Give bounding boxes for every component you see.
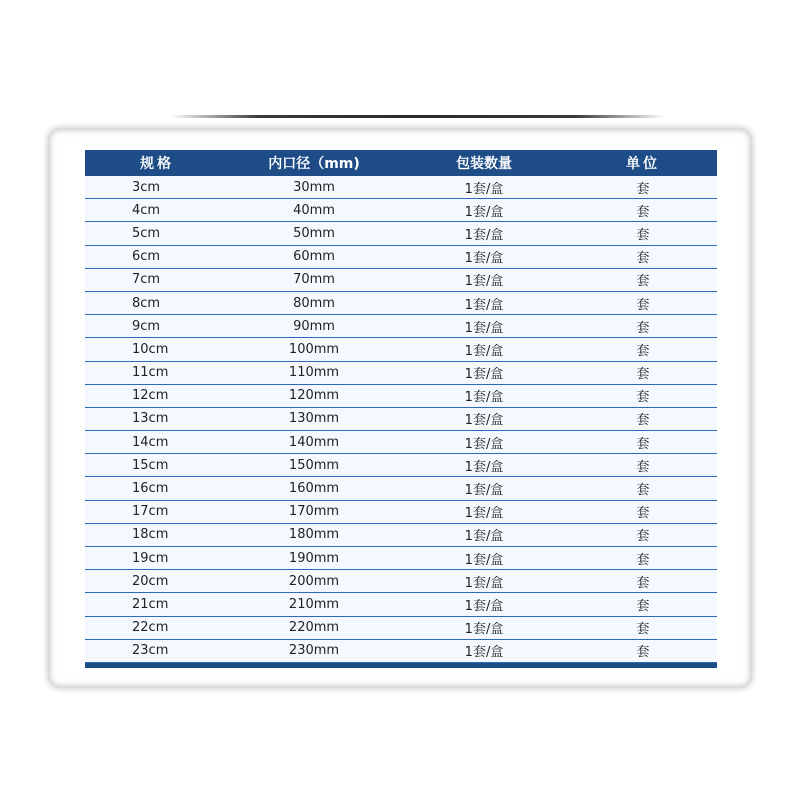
table-row — [85, 431, 717, 454]
row-spec: 20cm — [132, 573, 169, 589]
table-row — [85, 199, 717, 222]
row-unit: 套 — [636, 390, 650, 406]
table-row — [85, 617, 717, 640]
row-spec: 19cm — [132, 550, 169, 566]
row-spec: 12cm — [132, 388, 169, 404]
row-unit: 套 — [636, 367, 650, 383]
row-inner-diameter: 210mm — [288, 596, 340, 612]
table-row — [85, 362, 717, 385]
row-spec: 21cm — [132, 596, 169, 612]
row-inner-diameter: 180mm — [288, 527, 340, 543]
row-spec: 13cm — [132, 411, 169, 427]
row-package-quantity: 1套/盒 — [464, 413, 504, 429]
row-package-quantity: 1套/盒 — [464, 320, 504, 336]
row-spec: 18cm — [132, 527, 169, 543]
row-unit: 套 — [636, 622, 650, 638]
row-spec: 4cm — [132, 202, 161, 218]
row-unit: 套 — [636, 297, 650, 313]
row-spec: 15cm — [132, 457, 169, 473]
table-row — [85, 269, 717, 292]
row-inner-diameter: 30mm — [293, 179, 335, 195]
row-inner-diameter: 90mm — [293, 318, 335, 334]
row-inner-diameter: 130mm — [288, 411, 340, 427]
row-unit: 套 — [636, 598, 650, 614]
row-inner-diameter: 40mm — [293, 202, 335, 218]
table-row — [85, 292, 717, 315]
table-row — [85, 477, 717, 500]
row-inner-diameter: 60mm — [293, 249, 335, 265]
row-spec: 17cm — [132, 504, 169, 520]
row-unit: 套 — [636, 181, 650, 197]
row-package-quantity: 1套/盒 — [464, 204, 504, 220]
table-bottom-bar — [85, 663, 717, 668]
row-unit: 套 — [636, 227, 650, 243]
spec-table — [85, 150, 717, 668]
row-unit: 套 — [636, 251, 650, 267]
row-package-quantity: 1套/盒 — [464, 436, 504, 452]
row-unit: 套 — [636, 274, 650, 290]
header-package-quantity: 包装数量 — [456, 156, 512, 172]
table-row — [85, 315, 717, 338]
row-package-quantity: 1套/盒 — [464, 274, 504, 290]
row-package-quantity: 1套/盒 — [464, 367, 504, 383]
row-inner-diameter: 140mm — [288, 434, 340, 450]
row-spec: 7cm — [132, 272, 161, 288]
row-unit: 套 — [636, 645, 650, 661]
table-row — [85, 640, 717, 663]
table-row — [85, 246, 717, 269]
row-unit: 套 — [636, 459, 650, 475]
row-inner-diameter: 120mm — [288, 388, 340, 404]
row-package-quantity: 1套/盒 — [464, 552, 504, 568]
row-inner-diameter: 220mm — [288, 620, 340, 636]
table-row — [85, 176, 717, 199]
row-spec: 10cm — [132, 341, 169, 357]
row-unit: 套 — [636, 413, 650, 429]
row-inner-diameter: 110mm — [288, 365, 340, 381]
row-spec: 22cm — [132, 620, 169, 636]
row-spec: 16cm — [132, 481, 169, 497]
header-inner-diameter: 内口径（mm) — [268, 156, 360, 172]
table-row — [85, 338, 717, 361]
row-inner-diameter: 70mm — [293, 272, 335, 288]
table-row — [85, 547, 717, 570]
row-unit: 套 — [636, 575, 650, 591]
row-inner-diameter: 80mm — [293, 295, 335, 311]
row-spec: 5cm — [132, 225, 161, 241]
row-package-quantity: 1套/盒 — [464, 181, 504, 197]
row-inner-diameter: 200mm — [288, 573, 340, 589]
row-inner-diameter: 160mm — [288, 481, 340, 497]
table-row — [85, 570, 717, 593]
row-inner-diameter: 170mm — [288, 504, 340, 520]
row-unit: 套 — [636, 343, 650, 359]
table-row — [85, 408, 717, 431]
table-row — [85, 524, 717, 547]
row-package-quantity: 1套/盒 — [464, 251, 504, 267]
header-unit: 单位 — [626, 156, 660, 172]
row-spec: 3cm — [132, 179, 161, 195]
row-package-quantity: 1套/盒 — [464, 506, 504, 522]
table-row — [85, 222, 717, 245]
top-divider-line — [170, 115, 665, 118]
row-package-quantity: 1套/盒 — [464, 529, 504, 545]
table-row — [85, 501, 717, 524]
row-inner-diameter: 230mm — [288, 643, 340, 659]
table-row — [85, 454, 717, 477]
row-package-quantity: 1套/盒 — [464, 390, 504, 406]
row-unit: 套 — [636, 506, 650, 522]
row-package-quantity: 1套/盒 — [464, 343, 504, 359]
row-unit: 套 — [636, 204, 650, 220]
row-spec: 23cm — [132, 643, 169, 659]
table-row — [85, 593, 717, 616]
row-spec: 11cm — [132, 365, 169, 381]
table-header — [85, 150, 717, 176]
row-unit: 套 — [636, 529, 650, 545]
row-spec: 9cm — [132, 318, 161, 334]
row-unit: 套 — [636, 483, 650, 499]
row-package-quantity: 1套/盒 — [464, 227, 504, 243]
row-package-quantity: 1套/盒 — [464, 645, 504, 661]
row-package-quantity: 1套/盒 — [464, 297, 504, 313]
row-unit: 套 — [636, 320, 650, 336]
row-spec: 8cm — [132, 295, 161, 311]
row-inner-diameter: 190mm — [288, 550, 340, 566]
row-unit: 套 — [636, 552, 650, 568]
row-inner-diameter: 150mm — [288, 457, 340, 473]
row-spec: 6cm — [132, 249, 161, 265]
row-inner-diameter: 50mm — [293, 225, 335, 241]
row-package-quantity: 1套/盒 — [464, 622, 504, 638]
row-package-quantity: 1套/盒 — [464, 598, 504, 614]
table-row — [85, 385, 717, 408]
row-package-quantity: 1套/盒 — [464, 575, 504, 591]
row-inner-diameter: 100mm — [288, 341, 340, 357]
header-spec: 规格 — [140, 156, 174, 172]
table-body — [85, 176, 717, 663]
row-unit: 套 — [636, 436, 650, 452]
row-spec: 14cm — [132, 434, 169, 450]
row-package-quantity: 1套/盒 — [464, 459, 504, 475]
row-package-quantity: 1套/盒 — [464, 483, 504, 499]
